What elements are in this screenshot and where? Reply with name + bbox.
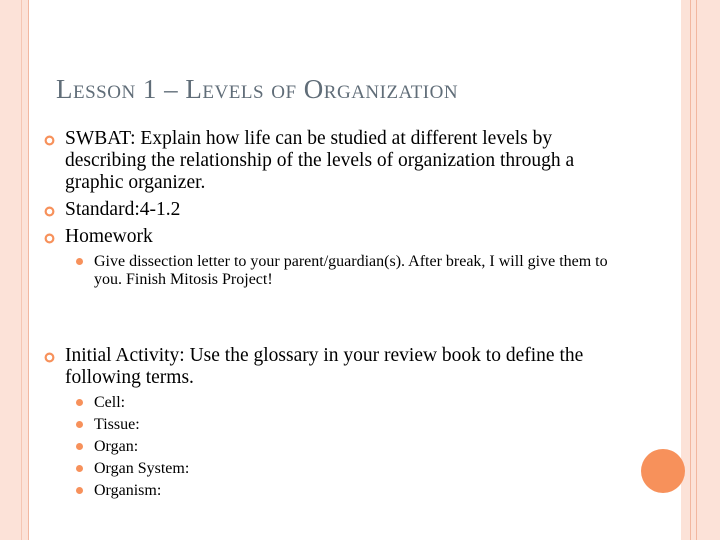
term-item bbox=[44, 438, 624, 456]
homework-text: Homework bbox=[65, 226, 153, 247]
dot-bullet-icon bbox=[76, 443, 83, 450]
sub-bullet-item bbox=[44, 253, 624, 289]
circle-bullet-icon bbox=[44, 233, 55, 244]
decorative-circle bbox=[641, 449, 685, 493]
bullet-item bbox=[44, 226, 624, 248]
circle-bullet-icon bbox=[44, 206, 55, 217]
dot-bullet-icon bbox=[76, 421, 83, 428]
dot-bullet-icon bbox=[76, 258, 83, 265]
standard-text: Standard:4-1.2 bbox=[65, 199, 181, 220]
circle-bullet-icon bbox=[44, 135, 55, 146]
dot-bullet-icon bbox=[76, 465, 83, 472]
term-item bbox=[44, 482, 624, 500]
right-decorative-border bbox=[681, 0, 720, 540]
dot-bullet-icon bbox=[76, 487, 83, 494]
swbat-text: SWBAT: Explain how life can be studied at different levels by describing the relationship of the levels of organization through a graphic organizer. bbox=[65, 128, 575, 193]
bullet-item bbox=[44, 345, 624, 389]
term-item bbox=[44, 416, 624, 434]
term-text: Organism: bbox=[94, 482, 162, 499]
slide-title: Lesson 1 – Levels of Organization bbox=[56, 74, 459, 104]
homework-detail-text: Give dissection letter to your parent/guardian(s). After break, I will give them to you. Finish Mitosis Project! bbox=[94, 253, 608, 288]
term-text: Tissue: bbox=[94, 416, 140, 433]
dot-bullet-icon bbox=[76, 399, 83, 406]
term-item bbox=[44, 460, 624, 478]
term-text: Cell: bbox=[94, 394, 126, 411]
bullet-item bbox=[44, 199, 624, 221]
term-item bbox=[44, 394, 624, 412]
right-border-line bbox=[696, 0, 697, 540]
left-decorative-border bbox=[0, 0, 29, 540]
slide-content bbox=[44, 128, 624, 504]
right-border-line bbox=[690, 0, 691, 540]
term-text: Organ: bbox=[94, 438, 139, 455]
initial-activity-text: Initial Activity: Use the glossary in your review book to define the following terms. bbox=[65, 345, 584, 388]
circle-bullet-icon bbox=[44, 352, 55, 363]
term-text: Organ System: bbox=[94, 460, 190, 477]
bullet-item bbox=[44, 128, 624, 194]
